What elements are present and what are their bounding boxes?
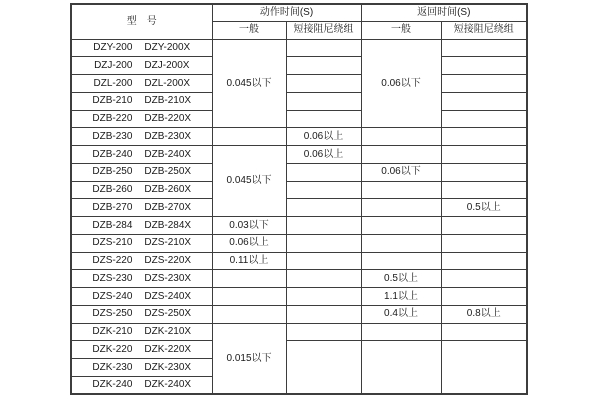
value-cell-return-general: 0.06以下 bbox=[361, 39, 441, 128]
table-row bbox=[71, 217, 527, 235]
column-header-return-short-damping: 短接阻尼绕组 bbox=[441, 21, 527, 39]
table-row bbox=[71, 181, 527, 199]
table-row bbox=[71, 39, 527, 57]
value-cell-return-general: 0.06以下 bbox=[361, 163, 441, 181]
model-variant-name: DZK-220X bbox=[144, 343, 192, 355]
model-cell bbox=[71, 252, 212, 270]
table-row bbox=[71, 270, 527, 288]
value-cell-return-short-damping bbox=[441, 57, 527, 75]
value-cell-action-general: 0.03以下 bbox=[212, 217, 286, 235]
model-cell bbox=[71, 217, 212, 235]
model-name: DZL-200 bbox=[93, 77, 133, 89]
value-cell-action-general: 0.045以下 bbox=[212, 39, 286, 128]
table-row bbox=[71, 92, 527, 110]
model-name: DZS-220 bbox=[92, 255, 133, 267]
model-name: DZB-250 bbox=[92, 166, 133, 178]
model-name: DZK-230 bbox=[92, 361, 133, 373]
model-variant-name: DZB-270X bbox=[144, 201, 192, 213]
value-cell-return-general bbox=[361, 323, 441, 341]
table-row bbox=[71, 163, 527, 181]
value-cell-action-short-damping bbox=[286, 252, 361, 270]
model-name: DZB-260 bbox=[92, 184, 133, 196]
value-cell-return-general bbox=[361, 217, 441, 235]
value-cell-action-general: 0.045以下 bbox=[212, 146, 286, 217]
value-cell-return-short-damping bbox=[441, 146, 527, 164]
value-cell-return-short-damping bbox=[441, 92, 527, 110]
model-name: DZS-210 bbox=[92, 237, 133, 249]
table-row bbox=[71, 128, 527, 146]
value-cell-return-short-damping bbox=[441, 323, 527, 341]
column-header-model: 型 号 bbox=[71, 4, 212, 39]
value-cell-return-short-damping: 0.8以上 bbox=[441, 305, 527, 323]
model-cell bbox=[71, 110, 212, 128]
model-name: DZB-270 bbox=[92, 201, 133, 213]
value-cell-action-general bbox=[212, 305, 286, 323]
model-cell bbox=[71, 305, 212, 323]
table-row bbox=[71, 305, 527, 323]
value-cell-return-short-damping bbox=[441, 270, 527, 288]
value-cell-action-short-damping bbox=[286, 288, 361, 306]
table-row bbox=[71, 75, 527, 93]
value-cell-return-general bbox=[361, 181, 441, 199]
model-cell bbox=[71, 57, 212, 75]
value-cell-action-short-damping bbox=[286, 39, 361, 57]
header-row-top bbox=[71, 4, 527, 21]
model-variant-name: DZB-210X bbox=[144, 95, 192, 107]
value-cell-action-short-damping bbox=[286, 163, 361, 181]
value-cell-action-short-damping bbox=[286, 92, 361, 110]
value-cell-action-general: 0.11以上 bbox=[212, 252, 286, 270]
value-cell-return-short-damping bbox=[441, 252, 527, 270]
value-cell-return-general: 1.1以上 bbox=[361, 288, 441, 306]
value-cell-return-short-damping bbox=[441, 181, 527, 199]
table-row bbox=[71, 288, 527, 306]
column-header-action-general: 一般 bbox=[212, 21, 286, 39]
column-header-action-short-damping: 短接阻尼绕组 bbox=[286, 21, 361, 39]
model-name: DZS-250 bbox=[92, 308, 133, 320]
value-cell-action-general bbox=[212, 288, 286, 306]
value-cell-return-short-damping bbox=[441, 110, 527, 128]
model-cell bbox=[71, 75, 212, 93]
value-cell-action-short-damping bbox=[286, 305, 361, 323]
model-name: DZJ-200 bbox=[94, 59, 133, 71]
model-variant-name: DZB-260X bbox=[144, 184, 192, 196]
model-variant-name: DZB-240X bbox=[144, 148, 192, 160]
value-cell-return-general bbox=[361, 146, 441, 164]
model-cell bbox=[71, 39, 212, 57]
value-cell-action-general: 0.06以上 bbox=[212, 234, 286, 252]
value-cell-return-short-damping: 0.5以上 bbox=[441, 199, 527, 217]
table-row bbox=[71, 146, 527, 164]
value-cell-return-general bbox=[361, 234, 441, 252]
value-cell-action-short-damping bbox=[286, 57, 361, 75]
model-variant-name: DZK-230X bbox=[144, 361, 192, 373]
model-cell bbox=[71, 163, 212, 181]
value-cell-action-short-damping bbox=[286, 234, 361, 252]
model-cell bbox=[71, 92, 212, 110]
model-cell bbox=[71, 341, 212, 359]
column-header-return-general: 一般 bbox=[361, 21, 441, 39]
model-name: DZK-220 bbox=[92, 343, 133, 355]
model-variant-name: DZS-220X bbox=[144, 255, 192, 267]
value-cell-action-short-damping bbox=[286, 181, 361, 199]
value-cell-action-short-damping bbox=[286, 199, 361, 217]
value-cell-action-general bbox=[212, 270, 286, 288]
value-cell-return-general bbox=[361, 252, 441, 270]
model-variant-name: DZS-240X bbox=[144, 290, 192, 302]
model-cell bbox=[71, 359, 212, 377]
model-name: DZK-240 bbox=[92, 379, 133, 391]
value-cell-action-short-damping bbox=[286, 110, 361, 128]
model-name: DZB-220 bbox=[92, 113, 133, 125]
table-row bbox=[71, 234, 527, 252]
model-cell bbox=[71, 181, 212, 199]
value-cell-action-short-damping bbox=[286, 341, 361, 394]
model-name: DZB-240 bbox=[92, 148, 133, 160]
value-cell-action-short-damping bbox=[286, 323, 361, 341]
model-variant-name: DZS-210X bbox=[144, 237, 192, 249]
model-variant-name: DZK-210X bbox=[144, 326, 192, 338]
value-cell-return-short-damping bbox=[441, 39, 527, 57]
column-header-action-time: 动作时间(S) bbox=[212, 4, 361, 21]
column-header-return-time: 返回时间(S) bbox=[361, 4, 527, 21]
value-cell-return-short-damping bbox=[441, 128, 527, 146]
value-cell-return-short-damping bbox=[441, 288, 527, 306]
model-cell bbox=[71, 234, 212, 252]
model-cell bbox=[71, 146, 212, 164]
model-name: DZB-284 bbox=[92, 219, 133, 231]
table-body bbox=[71, 39, 527, 394]
model-cell bbox=[71, 199, 212, 217]
model-variant-name: DZB-230X bbox=[144, 130, 192, 142]
value-cell-return-general: 0.4以上 bbox=[361, 305, 441, 323]
model-variant-name: DZB-220X bbox=[144, 113, 192, 125]
table-row bbox=[71, 252, 527, 270]
value-cell-return-general bbox=[361, 341, 441, 394]
table-header bbox=[71, 4, 527, 39]
value-cell-return-short-damping bbox=[441, 163, 527, 181]
model-cell bbox=[71, 323, 212, 341]
model-variant-name: DZS-230X bbox=[144, 272, 192, 284]
value-cell-action-short-damping bbox=[286, 217, 361, 235]
model-variant-name: DZL-200X bbox=[144, 77, 190, 89]
model-name: DZY-200 bbox=[93, 42, 133, 54]
model-name: DZS-230 bbox=[92, 272, 133, 284]
model-variant-name: DZB-250X bbox=[144, 166, 192, 178]
model-cell bbox=[71, 270, 212, 288]
value-cell-return-short-damping bbox=[441, 234, 527, 252]
model-variant-name: DZK-240X bbox=[144, 379, 192, 391]
model-variant-name: DZB-284X bbox=[144, 219, 192, 231]
model-variant-name: DZY-200X bbox=[144, 42, 191, 54]
table-row bbox=[71, 110, 527, 128]
value-cell-action-short-damping bbox=[286, 75, 361, 93]
value-cell-action-general bbox=[212, 128, 286, 146]
table-row bbox=[71, 199, 527, 217]
model-cell bbox=[71, 376, 212, 394]
model-name: DZS-240 bbox=[92, 290, 133, 302]
model-cell bbox=[71, 128, 212, 146]
value-cell-action-short-damping bbox=[286, 270, 361, 288]
model-variant-name: DZJ-200X bbox=[144, 59, 190, 71]
table-row bbox=[71, 323, 527, 341]
model-cell bbox=[71, 288, 212, 306]
value-cell-return-short-damping bbox=[441, 341, 527, 394]
table-row bbox=[71, 341, 527, 359]
value-cell-return-general: 0.5以上 bbox=[361, 270, 441, 288]
value-cell-return-general bbox=[361, 128, 441, 146]
spec-table bbox=[70, 3, 528, 395]
value-cell-action-general: 0.015以下 bbox=[212, 323, 286, 394]
model-name: DZB-230 bbox=[92, 130, 133, 142]
value-cell-return-general bbox=[361, 199, 441, 217]
model-variant-name: DZS-250X bbox=[144, 308, 192, 320]
value-cell-action-short-damping: 0.06以上 bbox=[286, 146, 361, 164]
value-cell-return-short-damping bbox=[441, 75, 527, 93]
table-row bbox=[71, 57, 527, 75]
value-cell-return-short-damping bbox=[441, 217, 527, 235]
model-name: DZB-210 bbox=[92, 95, 133, 107]
model-name: DZK-210 bbox=[92, 326, 133, 338]
value-cell-action-short-damping: 0.06以上 bbox=[286, 128, 361, 146]
